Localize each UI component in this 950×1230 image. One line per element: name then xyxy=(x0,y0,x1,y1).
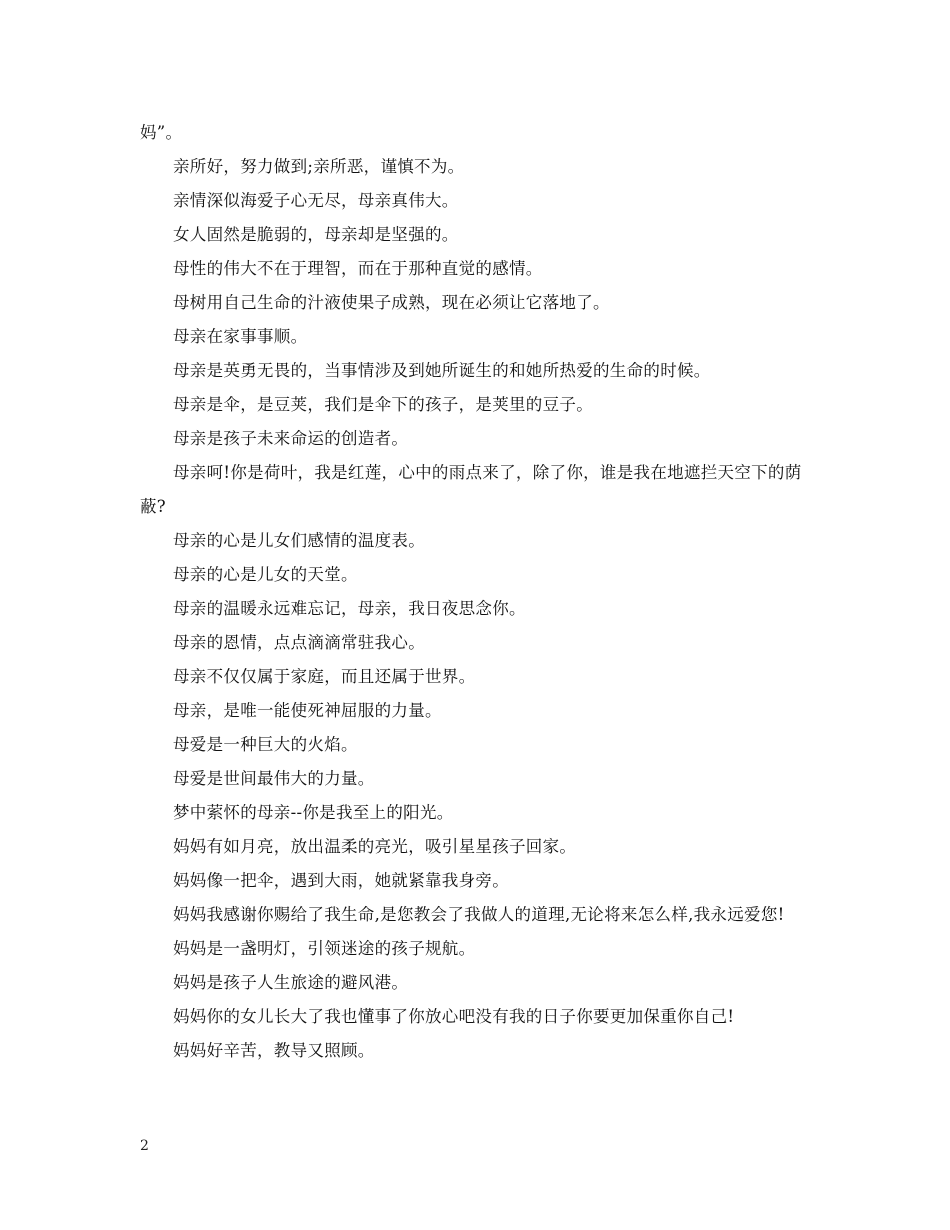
paragraph: 妈”。 xyxy=(140,123,183,142)
paragraph: 母亲不仅仅属于家庭，而且还属于世界。 xyxy=(173,667,476,686)
paragraph: 母亲呵!你是荷叶，我是红莲，心中的雨点来了，除了你，谁是我在地遮拦天空下的荫蔽? xyxy=(140,463,802,516)
paragraph: 母爱是世间最伟大的力量。 xyxy=(173,769,375,788)
paragraph: 妈妈有如月亮，放出温柔的亮光，吸引星星孩子回家。 xyxy=(173,837,577,856)
paragraph: 妈妈是一盏明灯，引领迷途的孩子规航。 xyxy=(173,939,476,958)
paragraph: 母亲是英勇无畏的，当事情涉及到她所诞生的和她所热爱的生命的时候。 xyxy=(173,361,711,380)
paragraph: 妈妈像一把伞，遇到大雨，她就紧靠我身旁。 xyxy=(173,871,509,890)
paragraph: 母亲是伞，是豆荚，我们是伞下的孩子，是荚里的豆子。 xyxy=(173,395,593,414)
paragraph: 妈妈是孩子人生旅途的避风港。 xyxy=(173,973,409,992)
paragraph: 亲所好，努力做到;亲所恶，谨慎不为。 xyxy=(173,157,465,176)
paragraph: 母树用自己生命的汁液使果子成熟，现在必须让它落地了。 xyxy=(173,293,610,312)
paragraph: 母亲在家事事顺。 xyxy=(173,327,308,346)
paragraph: 母亲是孩子未来命运的创造者。 xyxy=(173,429,409,448)
paragraph: 母亲的恩情，点点滴滴常驻我心。 xyxy=(173,633,425,652)
paragraph: 妈妈你的女儿长大了我也懂事了你放心吧没有我的日子你要更加保重你自己! xyxy=(173,1007,735,1026)
document-body xyxy=(140,116,820,1068)
paragraph: 母亲的温暖永远难忘记，母亲，我日夜思念你。 xyxy=(173,599,526,618)
paragraph: 母亲，是唯一能使死神屈服的力量。 xyxy=(173,701,442,720)
paragraph: 母性的伟大不在于理智，而在于那种直觉的感情。 xyxy=(173,259,543,278)
page-number: 2 xyxy=(140,1138,149,1154)
paragraph: 妈妈我感谢你赐给了我生命,是您教会了我做人的道理,无论将来怎么样,我永远爱您! xyxy=(173,905,785,924)
paragraph: 母亲的心是儿女们感情的温度表。 xyxy=(173,531,425,550)
paragraph: 女人固然是脆弱的，母亲却是坚强的。 xyxy=(173,225,459,244)
paragraph: 梦中萦怀的母亲--你是我至上的阳光。 xyxy=(173,803,454,822)
paragraph: 亲情深似海爱子心无尽，母亲真伟大。 xyxy=(173,191,459,210)
paragraph: 母亲的心是儿女的天堂。 xyxy=(173,565,358,584)
paragraph: 妈妈好辛苦，教导又照顾。 xyxy=(173,1041,375,1060)
paragraph: 母爱是一种巨大的火焰。 xyxy=(173,735,358,754)
